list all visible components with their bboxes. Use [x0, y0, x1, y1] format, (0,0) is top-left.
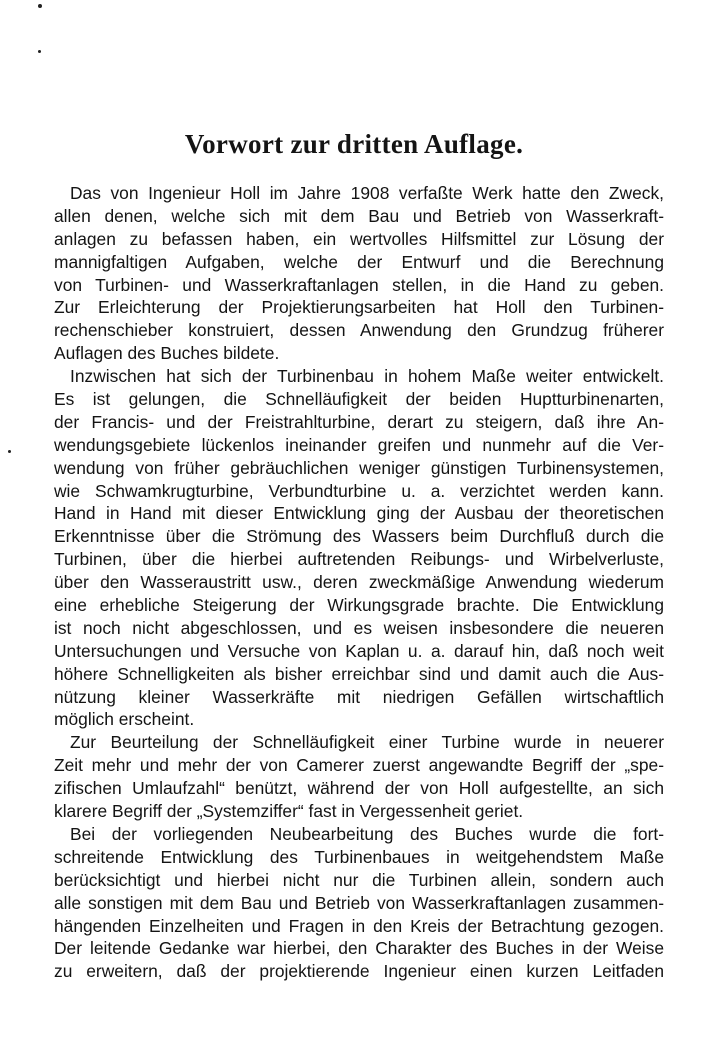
text-line: Es ist gelungen, die Schnelläufigkeit der beiden Huptturbinenarten, [54, 389, 664, 410]
text-line: von Turbinen- und Wasserkraftanlagen stellen, in die Hand zu geben. [54, 274, 664, 295]
document-body [54, 182, 664, 983]
text-line: Zur Erleichterung der Projektierungsarbeiten hat Holl den Turbinen- [54, 297, 664, 318]
paragraph-3 [54, 731, 664, 823]
text-line: Turbinen, über die hierbei auftretenden Reibungs- und Wirbelverluste, [54, 549, 664, 570]
text-line: wendungsgebiete lückenlos ineinander greifen und nunmehr auf die Ver- [54, 434, 664, 455]
text-line: Der leitende Gedanke war hierbei, den Charakter des Buches in der Weise [54, 938, 664, 959]
text-line: Untersuchungen und Versuche von Kaplan u. a. darauf hin, daß noch weit [54, 640, 664, 661]
text-line: Das von Ingenieur Holl im Jahre 1908 verfaßte Werk hatte den Zweck, [70, 183, 664, 203]
text-line: Zur Beurteilung der Schnelläufigkeit einer Turbine wurde in neuerer [70, 732, 664, 753]
text-line: wendung von früher gebräuchlichen weniger günstigen Turbinensystemen, [54, 457, 664, 478]
scan-speck [38, 50, 41, 53]
text-line: Bei der vorliegenden Neubearbeitung des Buches wurde die fort- [70, 823, 664, 844]
paragraph-4 [54, 823, 664, 983]
text-line: der Francis- und der Freistrahlturbine, derart zu steigern, daß ihre An- [54, 411, 664, 432]
text-line: anlagen zu befassen haben, ein wertvolles Hilfsmittel zur Lösung der [54, 228, 664, 249]
text-line: klarere Begriff der „Systemziffer“ fast in Vergessenheit geriet. [54, 801, 524, 822]
text-line: mannigfaltigen Aufgaben, welche der Entwurf und die Berechnung [54, 251, 664, 272]
page-title: Vorwort zur dritten Auflage. [184, 129, 524, 159]
text-line: Auflagen des Buches bildete. [54, 343, 280, 364]
text-line: Zeit mehr und mehr der von Camerer zuerst angewandte Begriff der „spe- [54, 755, 664, 776]
text-line: möglich erscheint. [54, 709, 195, 730]
text-line: wie Schwamkrugturbine, Verbundturbine u. a. verzichtet werden kann. [54, 480, 664, 501]
text-line: nützung kleiner Wasserkräfte mit niedrigen Gefällen wirtschaftlich [54, 686, 664, 707]
text-line: allen denen, welche sich mit dem Bau und Betrieb von Wasserkraft- [54, 205, 664, 226]
text-line: über den Wasseraustritt usw., deren zweckmäßige Anwendung wiederum [54, 572, 664, 593]
text-line: alle sonstigen mit dem Bau und Betrieb von Wasserkraftanlagen zusammen- [54, 892, 664, 913]
paragraph-1 [54, 182, 664, 365]
text-line: berücksichtigt und hierbei nicht nur die Turbinen allein, sondern auch [54, 869, 664, 890]
text-line: zifischen Umlaufzahl“ benützt, während der von Holl aufgestellte, an sich [54, 778, 664, 799]
text-line: rechenschieber konstruiert, dessen Anwendung den Grundzug früherer [54, 320, 664, 341]
text-line: Hand in Hand mit dieser Entwicklung ging der Ausbau der theoretischen [54, 503, 664, 524]
scan-speck [8, 450, 11, 453]
text-line: schreitende Entwicklung des Turbinenbaues in weitgehendstem Maße [54, 846, 664, 867]
text-line: Erkenntnisse über die Strömung des Wassers beim Durchfluß durch die [54, 526, 664, 547]
text-line: zu erweitern, daß der projektierende Ingenieur einen kurzen Leitfaden [54, 961, 664, 982]
scan-speck [38, 4, 42, 8]
paragraph-2 [54, 365, 664, 731]
text-line: höhere Schnelligkeiten als bisher erreichbar sind und damit auch die Aus- [54, 663, 664, 684]
text-line: hängenden Einzelheiten und Fragen in den Kreis der Betrachtung gezogen. [54, 915, 664, 936]
text-line: Inzwischen hat sich der Turbinenbau in hohem Maße weiter entwickelt. [70, 366, 664, 387]
text-line: ist noch nicht abgeschlossen, und es weisen insbesondere die neueren [54, 617, 664, 638]
text-line: eine erhebliche Steigerung der Wirkungsgrade brachte. Die Entwicklung [54, 595, 664, 616]
